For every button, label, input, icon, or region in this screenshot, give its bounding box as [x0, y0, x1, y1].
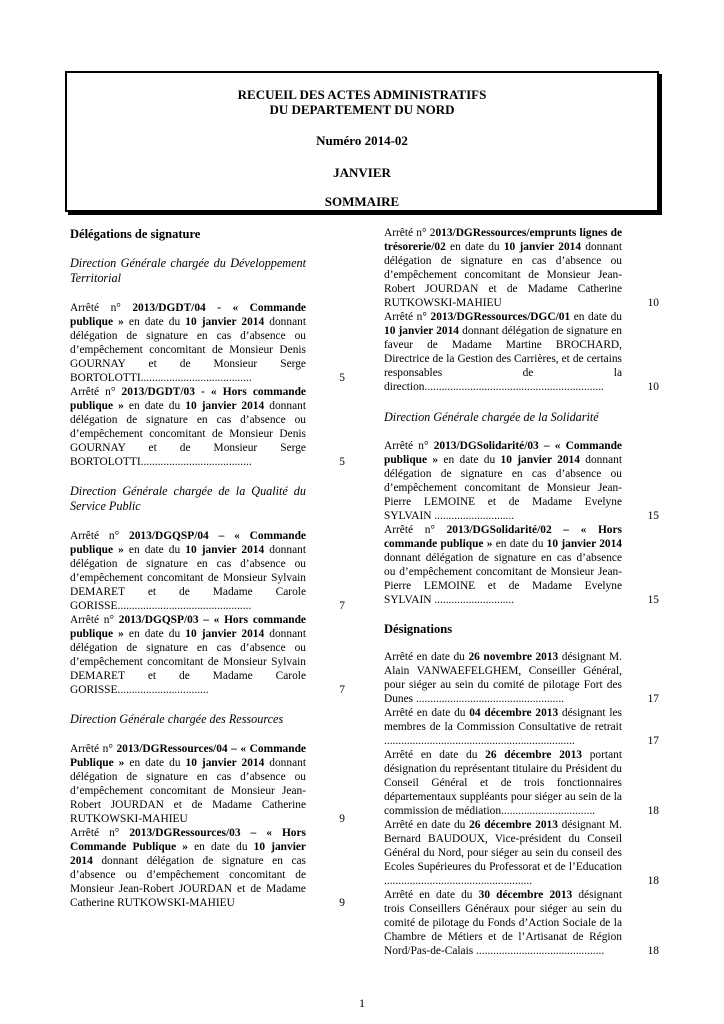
entry-page-number: 18	[647, 945, 659, 957]
entry-page-number: 17	[647, 693, 659, 705]
entry-text: Arrêté n° 2013/DGQSP/03 – « Hors commande publique » en date du 10 janvier 2014 donnant délégation de signature en cas d’absence ou d’empêchement concomitant de Monsieur Sylvain DEMARET et de Madame Carole GORISSE................................	[70, 614, 306, 696]
subsection-title-dgqsp: Direction Générale chargée de la Qualité du Service Public	[70, 484, 306, 513]
toc-entry[interactable]	[384, 706, 659, 748]
toc-entry[interactable]	[384, 523, 659, 607]
entry-text: Arrêté n° 2013/DGQSP/04 – « Commande publique » en date du 10 janvier 2014 donnant délégation de signature en cas d’absence ou d’empêchement concomitant de Monsieur Sylvain DEMARET et de Madame Carole GORISSE...............................................	[70, 530, 306, 612]
entry-page-number: 9	[339, 897, 345, 909]
toc-entry[interactable]	[384, 226, 659, 310]
entry-text: Arrêté en date du 04 décembre 2013 désignant les membres de la Commission Consultative de retrait ...................................................................	[384, 707, 622, 747]
toc-entry[interactable]	[384, 888, 659, 958]
toc-entry[interactable]	[384, 818, 659, 888]
entry-page-number: 5	[339, 456, 345, 468]
entry-text: Arrêté n° 2013/DGSolidarité/03 – « Commande publique » en date du 10 janvier 2014 donnant délégation de signature en cas d’absence ou d’empêchement concomitant de Monsieur Jean-Pierre LEMOINE et de Madame Evelyne SYLVAIN ............................	[384, 440, 622, 522]
toc-entry[interactable]	[384, 650, 659, 706]
entry-text: Arrêté en date du 26 décembre 2013 portant désignation du représentant titulaire du Président du Conseil Général et de trois fonctionnaires départementaux suppléants pour siéger au sein de la commission de médiation.................................	[384, 749, 622, 817]
entry-page-number: 7	[339, 600, 345, 612]
page-number: 1	[359, 996, 365, 1010]
summary-heading: SOMMAIRE	[324, 194, 400, 209]
entry-text: Arrêté n° 2013/DGRessources/emprunts lignes de trésorerie/02 en date du 10 janvier 2014 donnant délégation de signature en cas d’absence ou d’empêchement concomitant de Monsieur Jean-Robert JOURDAN et de Madame Catherine RUTKOWSKI-MAHIEU	[384, 227, 623, 309]
issue-number: Numéro 2014-02	[316, 133, 408, 148]
section-title-designations: Désignations	[384, 622, 453, 636]
entry-page-number: 15	[647, 594, 659, 606]
entry-text: Arrêté n° 2013/DGDT/03 - « Hors commande publique » en date du 10 janvier 2014 donnant délégation de signature en cas d’absence ou d’empêchement concomitant de Monsieur Denis GOURNAY et de Monsieur Serge BORTOLOTTI.......................................	[70, 386, 306, 468]
left-column	[70, 226, 345, 910]
right-column	[384, 226, 659, 958]
section-title-delegations: Délégations de signature	[70, 227, 201, 241]
toc-entry[interactable]	[384, 748, 659, 818]
entry-page-number: 10	[647, 381, 659, 393]
entry-text: Arrêté n° 2013/DGRessources/03 – « Hors Commande Publique » en date du 10 janvier 2014 donnant délégation de signature en cas d’absence ou d’empêchement concomitant de Monsieur Jean-Robert JOURDAN et de Madame Catherine RUTKOWSKI-MAHIEU	[70, 827, 306, 909]
subsection-title-dgr: Direction Générale chargée des Ressources	[70, 712, 284, 726]
entry-text: Arrêté en date du 30 décembre 2013 désignant trois Conseillers Généraux pour siéger au sein du comité de pilotage du Fonds d’Action Sociale de la Chambre de Métiers et de l’Artisanat de Région Nord/Pas-de-Calais .............................................	[384, 889, 622, 957]
header-box	[65, 71, 659, 212]
header-title-line1: RECUEIL DES ACTES ADMINISTRATIFS	[237, 87, 487, 102]
toc-entry[interactable]	[384, 310, 659, 394]
subsection-title-dgdt: Direction Générale chargée du Développement Territorial	[70, 256, 306, 285]
entry-text: Arrêté n° 2013/DGDT/04 - « Commande publique » en date du 10 janvier 2014 donnant délégation de signature en cas d’absence ou d’empêchement concomitant de Monsieur Denis GOURNAY et de Monsieur Serge BORTOLOTTI.......................................	[70, 302, 306, 384]
entry-page-number: 5	[339, 372, 345, 384]
entry-page-number: 9	[339, 813, 345, 825]
subsection-title-dgs: Direction Générale chargée de la Solidarité	[384, 410, 599, 424]
entry-page-number: 18	[647, 875, 659, 887]
toc-entry[interactable]	[384, 439, 659, 523]
entry-page-number: 7	[339, 684, 345, 696]
entry-page-number: 10	[647, 297, 659, 309]
toc-entry[interactable]	[70, 385, 345, 469]
toc-entry[interactable]	[70, 826, 345, 910]
entry-page-number: 17	[647, 735, 659, 747]
entry-text: Arrêté en date du 26 décembre 2013 désignant M. Bernard BAUDOUX, Vice-président du Conseil Général du Nord, pour siéger au sein du conseil des Ecoles Supérieures du Professorat et de l’Education ....................................................	[384, 819, 622, 887]
toc-entry[interactable]	[70, 529, 345, 613]
entry-text: Arrêté n° 2013/DGRessources/DGC/01 en date du 10 janvier 2014 donnant délégation de signature en faveur de Madame Martine BROCHARD, Directrice de la Gestion des Carrières, et de certains responsables de la direction...............................................................	[384, 311, 622, 393]
toc-entry[interactable]	[70, 613, 345, 697]
entry-text: Arrêté n° 2013/DGSolidarité/02 – « Hors commande publique » en date du 10 janvier 2014 donnant délégation de signature en cas d’absence ou d’empêchement concomitant de Monsieur Jean-Pierre LEMOINE et de Madame Evelyne SYLVAIN ............................	[384, 524, 622, 606]
issue-month: JANVIER	[333, 165, 391, 180]
toc-entry[interactable]	[70, 301, 345, 385]
entry-text: Arrêté n° 2013/DGRessources/04 – « Commande Publique » en date du 10 janvier 2014 donnant délégation de signature en cas d’absence ou d’empêchement concomitant de Monsieur Jean-Robert JOURDAN et de Madame Catherine RUTKOWSKI-MAHIEU	[70, 743, 306, 825]
entry-text: Arrêté en date du 26 novembre 2013 désignant M. Alain VANWAEFELGHEM, Conseiller Général, pour siéger au sein du comité de pilotage Fort des Dunes ....................................................	[384, 651, 622, 705]
entry-page-number: 15	[647, 510, 659, 522]
toc-entry[interactable]	[70, 742, 345, 826]
header-title-line2: DU DEPARTEMENT DU NORD	[269, 102, 455, 117]
entry-page-number: 18	[647, 805, 659, 817]
